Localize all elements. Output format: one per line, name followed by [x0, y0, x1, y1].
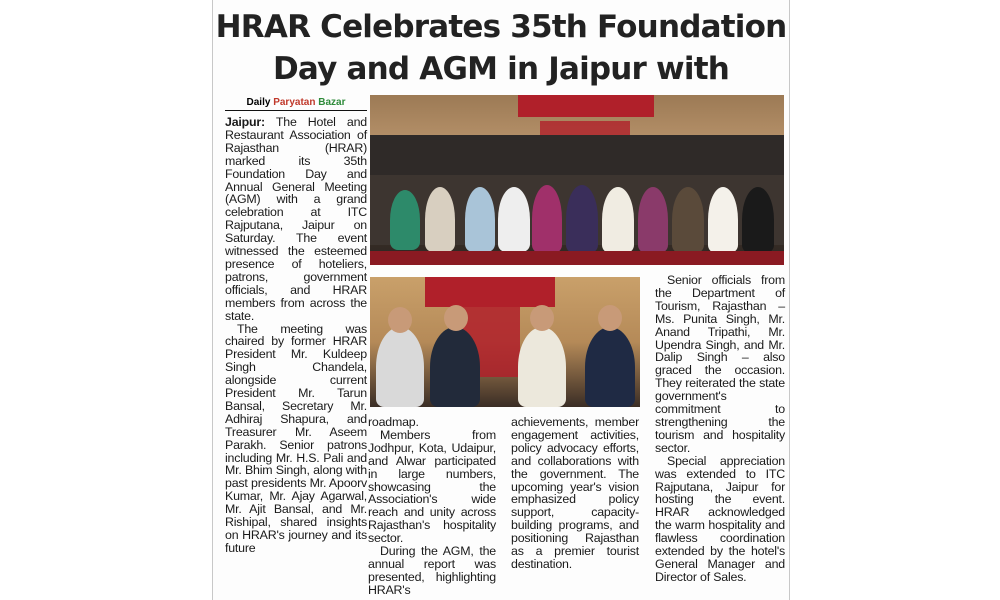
paragraph: Senior officials from the Department of Tourism, Rajasthan – Ms. Punita Singh, Mr. Anand Tripathi, Mr. Upendra Singh, and Mr. Dalip Singh – also graced the occasion. They reiterated the state government's commitment to strengthening the tourism and hospitality sector. — [655, 273, 785, 455]
byline-paryatan: Paryatan — [273, 97, 316, 108]
column-1 — [225, 116, 367, 555]
panelist — [376, 327, 424, 407]
banner — [540, 121, 630, 135]
red-carpet — [370, 251, 784, 265]
panelist — [430, 327, 480, 407]
person — [638, 187, 668, 253]
panelist-head — [530, 305, 554, 331]
paragraph: The meeting was chaired by former HRAR President Mr. Kuldeep Singh Chandela, alongside current President Mr. Tarun Bansal, Secretary Mr. Adhiraj Shapura, and Treasurer Mr. Aseem Parakh. Senior patrons including Mr. H.S. Pali and Mr. Bhim Singh, along with past presidents Mr. Apoorv Kumar, Mr. Ajay Agarwal, Mr. Ajit Bansal, and Mr. Rishipal, shared insights on HRAR's journey and its future — [225, 321, 367, 555]
panelist-head — [598, 305, 622, 331]
headline-line-2: Day and AGM in Jaipur with — [272, 51, 729, 87]
paragraph: Special appreciation was extended to ITC Rajputana, Jaipur for hosting the event. HRAR acknowledged the warm hospitality and flawless coordination extended by the hotel's General Manager and Director of Sales. — [655, 453, 785, 584]
paragraph: roadmap. — [368, 415, 419, 429]
byline-bazar: Bazar — [315, 97, 346, 108]
group-photo — [370, 95, 784, 265]
panelist-head — [444, 305, 468, 331]
panelist — [518, 327, 566, 407]
paragraph: Members from Jodhpur, Kota, Udaipur, and Alwar participated in large numbers, showcasing the Association's wide reach and unity across Rajasthan's hospitality sector. — [368, 427, 496, 546]
panelist-head — [388, 307, 412, 333]
person — [708, 187, 738, 253]
person — [672, 187, 704, 253]
column-2 — [368, 416, 496, 597]
headline-line-1: HRAR Celebrates 35th Foundation — [215, 9, 787, 45]
newspaper-clipping — [212, 0, 790, 600]
banner — [518, 95, 654, 117]
panel-photo — [370, 277, 640, 407]
panelist — [585, 327, 635, 407]
byline — [225, 96, 367, 111]
person — [566, 185, 598, 253]
paragraph: Jaipur: The Hotel and Restaurant Association of Rajasthan (HRAR) marked its 35th Foundation Day and Annual General Meeting (AGM) with a grand celebration at ITC Rajputana, Jaipur on Saturday. The event witnessed the esteemed presence of hoteliers, patrons, government officials, and HRAR members from across the state. — [225, 115, 367, 323]
person — [498, 187, 530, 252]
person — [602, 187, 634, 253]
column-4 — [655, 274, 785, 584]
person — [532, 185, 562, 253]
person — [465, 187, 495, 252]
dateline: Jaipur: — [225, 115, 265, 129]
person — [390, 190, 420, 250]
column-3 — [511, 416, 639, 571]
paragraph: During the AGM, the annual report was presented, highlighting HRAR's — [368, 544, 496, 597]
paragraph: achievements, member engagement activities, policy advocacy efforts, and collaborations with the government. The upcoming year's vision emphasized policy support, capacity-building programs, and positioning Rajasthan as a premier tourist destination. — [511, 415, 639, 571]
person — [425, 187, 455, 252]
byline-prefix: Daily — [246, 97, 274, 108]
banner — [425, 277, 555, 307]
person — [742, 187, 774, 253]
